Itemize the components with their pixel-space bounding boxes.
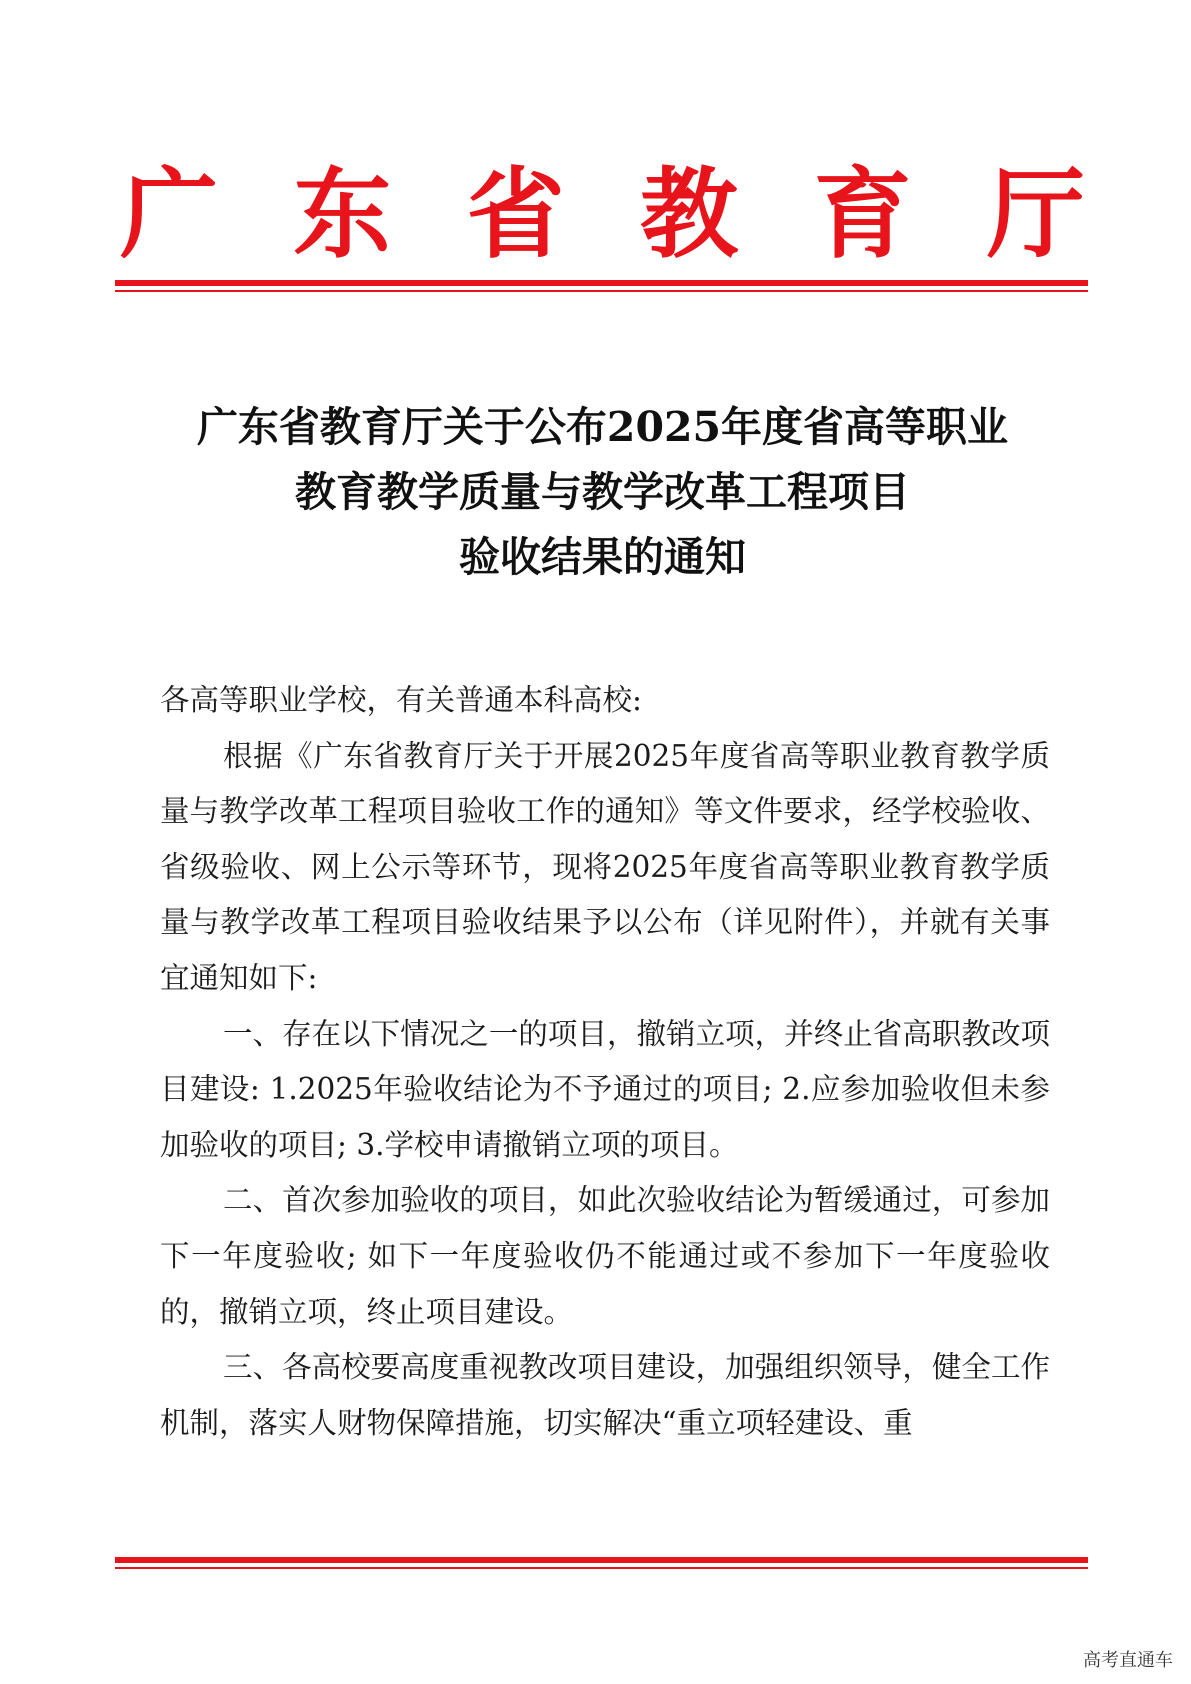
title-line-3: 验收结果的通知 [459, 533, 746, 581]
letterhead [120, 157, 1085, 272]
watermark: 高考直通车 [1083, 1650, 1173, 1671]
body-paragraph: 根据《广东省教育厅关于开展2025年度省高等职业教育教学质量与教学改革工程项目验收工作的通知》等文件要求，经学校验收、省级验收、网上公示等环节，现将2025年度省高等职业教育教学质量与教学改革工程项目验收结果予以公布（详见附件），并就有关事宜通知如下: [160, 738, 1050, 995]
letterhead-char: 省 [466, 157, 565, 272]
letterhead-char: 教 [640, 157, 739, 272]
header-divider [115, 280, 1088, 292]
salutation: 各高等职业学校，有关普通本科高校: [160, 683, 642, 717]
letterhead-char: 东 [293, 157, 392, 272]
letterhead-char: 广 [120, 157, 219, 272]
body-paragraph: 一、存在以下情况之一的项目，撤销立项，并终止省高职教改项目建设: 1.2025年验收结论为不予通过的项目; 2.应参加验收但未参加验收的项目; 3.学校申请撤销立项的项目。 [160, 1016, 1050, 1162]
body-paragraph: 三、各高校要高度重视教改项目建设，加强组织领导，健全工作机制，落实人财物保障措施，切实解决“重立项轻建设、重 [160, 1350, 1050, 1440]
document-body [160, 673, 1050, 1451]
title-line-1: 广东省教育厅关于公布2025年度省高等职业 [196, 403, 1009, 451]
title-line-2: 教育教学质量与教学改革工程项目 [295, 468, 910, 516]
body-paragraph: 二、首次参加验收的项目，如此次验收结论为暂缓通过，可参加下一年度验收; 如下一年度验收仍不能通过或不参加下一年度验收的，撤销立项，终止项目建设。 [160, 1183, 1050, 1329]
letterhead-char: 厅 [986, 157, 1085, 272]
footer-divider [115, 1557, 1088, 1569]
document-title [120, 395, 1085, 590]
letterhead-char: 育 [813, 157, 912, 272]
